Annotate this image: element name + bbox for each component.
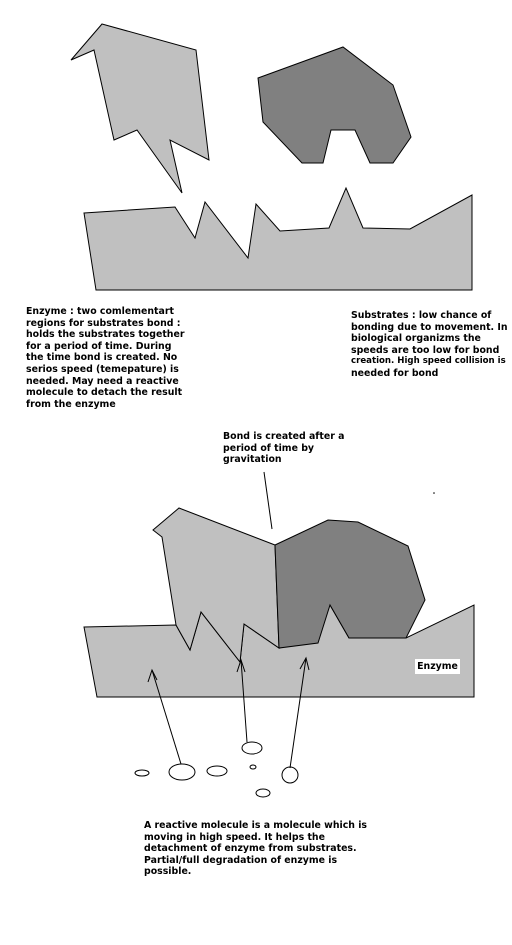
- reactive-molecule-note: A reactive molecule is a molecule which is moving in high speed. It helps the detachment of enzyme from substrates. Partial/full degradation of enzyme is possible.: [144, 820, 367, 878]
- substrates-note: Substrates : low chance of bonding due to movement. In biological organizms the speeds are too low for bond creation. High speed collision is needed for bond: [351, 310, 508, 379]
- enzyme-top: [84, 188, 472, 290]
- reactive-molecule: [135, 770, 149, 776]
- dark-substrate-bottom: [275, 520, 425, 648]
- reactive-molecule: [250, 765, 256, 769]
- reactive-molecule: [282, 767, 298, 783]
- bond-pointer-line: [264, 472, 272, 529]
- bond-note: Bond is created after a period of time by gravitation: [223, 431, 345, 466]
- enzyme-label: Enzyme: [415, 659, 460, 674]
- reactive-molecule: [242, 742, 262, 754]
- dot: [433, 492, 435, 494]
- reactive-molecule: [169, 764, 195, 780]
- light-substrate-top: [71, 24, 209, 193]
- reactive-molecule: [256, 789, 270, 797]
- dark-substrate-top: [258, 47, 411, 163]
- enzyme-note: Enzyme : two comlementart regions for substrates bond : holds the substrates together for a period of time. During the time bond is created. No serios speed (temepature) is needed. May need a reactive molecule to detach the result from the enzyme: [26, 306, 185, 410]
- reactive-molecule: [207, 766, 227, 776]
